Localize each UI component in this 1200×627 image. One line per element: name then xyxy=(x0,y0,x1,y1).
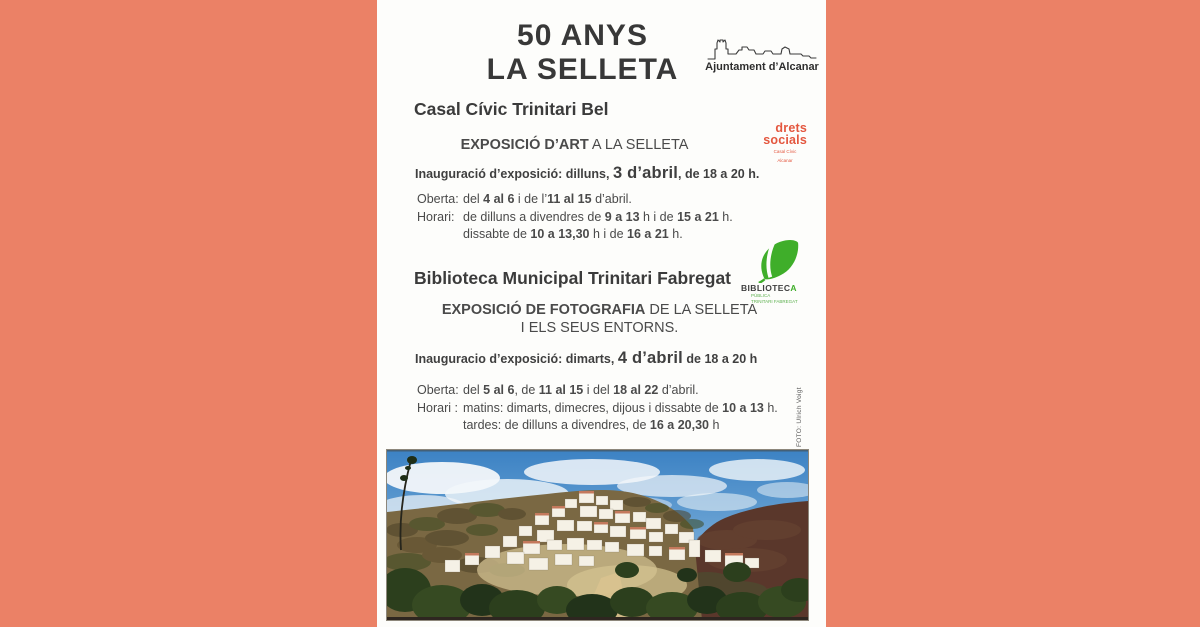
casal-heading: Casal Cívic Trinitari Bel xyxy=(414,99,609,119)
poster xyxy=(377,0,826,627)
casal-open-label: Oberta: xyxy=(417,192,459,206)
casal-open-row xyxy=(417,191,733,209)
drets-socials-line1: drets xyxy=(775,121,807,135)
biblioteca-open-label: Oberta: xyxy=(417,383,459,397)
drets-socials-sub1: Casal Cívic xyxy=(773,149,797,154)
title-line-1: 50 ANYS xyxy=(517,19,648,52)
drets-socials-line2: socials xyxy=(763,133,807,147)
casal-schedule-row-1 xyxy=(417,209,733,227)
casal-schedule-value-1: de dilluns a divendres de 9 a 13 h i de 15 a 21 h. xyxy=(463,209,733,224)
biblioteca-schedule-label: Horari : xyxy=(417,400,458,415)
biblioteca-schedule-value-2: tardes: de dilluns a divendres, de 16 a 20,30 h xyxy=(463,418,720,432)
biblioteca-schedule-row-2 xyxy=(417,417,778,435)
biblioteca-logo-sub1: PÚBLICA xyxy=(751,293,771,298)
biblioteca-logo xyxy=(741,239,823,304)
title-line-2: LA SELLETA xyxy=(486,53,679,86)
biblioteca-open-value: del 5 al 6, de 11 al 15 i del 18 al 22 d’abril. xyxy=(463,383,699,397)
poster-title xyxy=(425,19,740,87)
biblioteca-expo-line-2: I ELS SEUS ENTORNS. xyxy=(520,319,679,336)
casal-schedule-label: Horari: xyxy=(417,209,455,224)
casal-open-value: del 4 al 6 i de l’11 al 15 d’abril. xyxy=(463,192,632,206)
ajuntament-alcanar-logo xyxy=(703,37,821,73)
village-photo-illustration xyxy=(387,450,808,620)
leaf-icon xyxy=(755,239,801,283)
biblioteca-heading: Biblioteca Municipal Trinitari Fabregat xyxy=(414,268,731,288)
casal-schedule-row-2 xyxy=(417,226,733,244)
biblioteca-logo-name: BIBLIOTECA xyxy=(741,283,797,293)
town-skyline-icon xyxy=(706,37,818,61)
casal-hours-block xyxy=(417,191,733,244)
biblioteca-expo-lines xyxy=(392,302,807,337)
drets-socials-logo xyxy=(749,122,807,163)
biblioteca-schedule-row-1 xyxy=(417,400,778,418)
casal-schedule-value-2: dissabte de 10 a 13,30 h i de 16 a 21 h. xyxy=(463,227,683,241)
biblioteca-expo-line-1: EXPOSICIÓ DE FOTOGRAFIA DE LA SELLETA xyxy=(441,302,758,318)
ajuntament-label: Ajuntament d’Alcanar xyxy=(705,61,819,73)
village-photo xyxy=(386,449,809,621)
casal-expo-line: EXPOSICIÓ D’ART A LA SELLETA xyxy=(460,137,689,153)
photo-credit: FOTO: Ulrich Voigt xyxy=(796,387,803,447)
biblioteca-schedule-value-1: matins: dimarts, dimecres, dijous i dissabte de 10 a 13 h. xyxy=(463,400,778,415)
biblioteca-open-row xyxy=(417,382,778,400)
drets-socials-sub2: Alcanar xyxy=(777,157,793,163)
casal-inauguration-line: Inauguració d’exposició: dilluns, 3 d’abril, de 18 a 20 h. xyxy=(415,164,760,182)
biblioteca-hours-block xyxy=(417,382,778,435)
biblioteca-logo-sub2: TRINITARI FABREGAT xyxy=(751,298,798,304)
biblioteca-inauguration-line: Inauguracio d’exposició: dimarts, 4 d’abril de 18 a 20 h xyxy=(415,349,758,367)
